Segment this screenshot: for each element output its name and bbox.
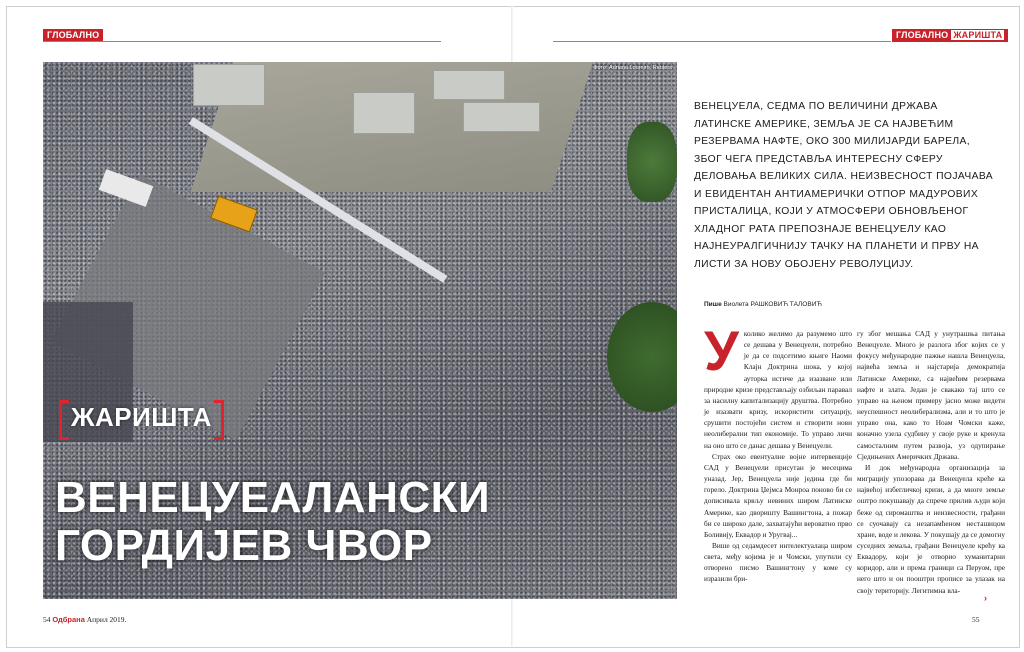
right-page-number: 55 (972, 615, 980, 624)
left-page-number: 54 (43, 615, 51, 624)
headline-line-1: ВЕНЕЦУЕАЛАНСКИ (55, 473, 491, 522)
magazine-brand: Одбрана (52, 615, 85, 624)
body-paragraph-text: колико желимо да разумемо што се дешава у Венецуели, потребно је да се подсетимо књиге Наоми Клајн Доктрина шока, у којој ауторка истиче да изазване или природне кризе представљају озбиљан паравал за насилну капитализацију друштва. Потребно је изазвати кризу, искористити ситуацију, срушити постојећи систем и створити нови неолиберални тип економије. То управо личи на оно што се данас дешава у Венецуели. (704, 329, 852, 450)
body-paragraph: Више од седамдесет интелектуалаца широм света, међу којима је и Чомски, упутили су отворено писмо Вашингтону у коме су изразили бри- (704, 540, 852, 584)
headline (55, 473, 491, 570)
left-folio (43, 615, 126, 624)
body-paragraph: Страх око евентуалне војне интервенције САД у Венецуели присутан је месецима уназад. Јер, Венецуела није једина где би горело. Доктрина Џејмса Монроа поново би се дописивала крвљу невиних широм Латинске Америке, као дворишту Вашингтона, а пожар би се широко дале, захватајући вероватно прво Боливију, Еквадор и Уругвај... (704, 451, 852, 539)
continue-arrow-icon: › (984, 593, 987, 603)
body-paragraph: И док међународна организација за миграцију упозорава да Венецуела креће ка највећој избегличкој кризи, а да многе земље оштро покушавају да спрече прилив људи који беже од сиромаштва и неизвесности, грађани се суочавају са незапамћеном несташицом хране, воде и лекова. У покушају да се домогну суседних земаља, грађани Венецуеле крећу ка Еквадору, који је отворио хуманитарни коридор, али и према граници са Перуом, пре него што и он пооштри прописе за улазак на своју територију. Легитимна вла- (857, 462, 1005, 595)
byline-last-name: РАШКОВИЋ ТАЛОВИЋ (750, 301, 822, 308)
photo-tree (627, 122, 677, 202)
left-section-label: ГЛОБАЛНО (47, 30, 100, 40)
byline-prefix: Пише (704, 301, 722, 308)
right-section-label: ГЛОБАЛНО (896, 30, 949, 40)
left-header-rule (43, 41, 441, 42)
body-column-1 (704, 319, 852, 585)
right-section-emphasis: ЖАРИШТА (953, 30, 1003, 40)
headline-line-2: ГОРДИЈЕВ ЧВОР (55, 521, 433, 570)
body-paragraph (704, 319, 852, 451)
kicker-label: ЖАРИШТА (65, 402, 218, 433)
body-paragraph: гу због мешања САД у унутрашња питања Венецуеле. Много је разлога због којих се у фокусу међународне пажње нашла Венецуела, највећа земља и најстарија демократија Латинске Америке, са највећим резервама нафте и злата. Један је свакако тај што се управо на њеном примеру јасно може видети неуспешност неолиберализма, али и то што је управо она, како то Ноам Чомски каже, коначно узела судбину у своје руке и кренула самосталним путем развоја, уз одупирање Сједињених Америчких Држава. (857, 329, 1005, 461)
right-folio (972, 615, 980, 624)
crowd-photo (43, 62, 677, 599)
photo-container (463, 102, 540, 132)
photo-tree (607, 302, 677, 412)
photo-building (193, 64, 265, 106)
photo-credit: Фото: Adriana Loureiro, Reuters (593, 65, 672, 71)
byline (704, 301, 822, 308)
article-lead: ВЕНЕЦУЕЛА, СЕДМА ПО ВЕЛИЧИНИ ДРЖАВА ЛАТИНСКЕ АМЕРИКЕ, ЗЕМЉА ЈЕ СА НАЈВЕЋИМ РЕЗЕРВАМА НАФТЕ, ОКО 300 МИЛИЈАРДИ БАРЕЛА, ЗБОГ ЧЕГА ПРЕДСТАВЉА ИНТЕРЕСНУ СФЕРУ ДЕЛОВАЊА ВЕЛИКИХ СИЛА. НЕИЗВЕСНОСТ ПОЈАЧАВА И ЕВИДЕНТАН АНТИАМЕРИЧКИ ОТПОР МАДУРОВИХ ПРИСТАЛИЦА, КОЈИ У АТМОСФЕРИ ОБНОВЉЕНОГ ХЛАДНОГ РАТА ПРЕПОЗНАЈЕ ВЕНЕЦУЕЛУ КАО НАЈНЕУРАЛГИЧНИЈУ ТАЧКУ НА ПЛАНЕТИ И ПРВУ НА ЛИСТИ ЗА НОВУ ОБОЈЕНУ РЕВОЛУЦИЈУ. (694, 101, 994, 270)
photo-generator (353, 92, 415, 134)
photo-container (433, 70, 505, 100)
byline-first-name: Виолета (723, 301, 749, 308)
body-column-2 (857, 328, 1005, 596)
right-section-tag (892, 29, 1008, 42)
issue-date: Април 2019. (86, 615, 127, 624)
dropcap: У (704, 319, 739, 382)
right-header-rule (553, 41, 891, 42)
